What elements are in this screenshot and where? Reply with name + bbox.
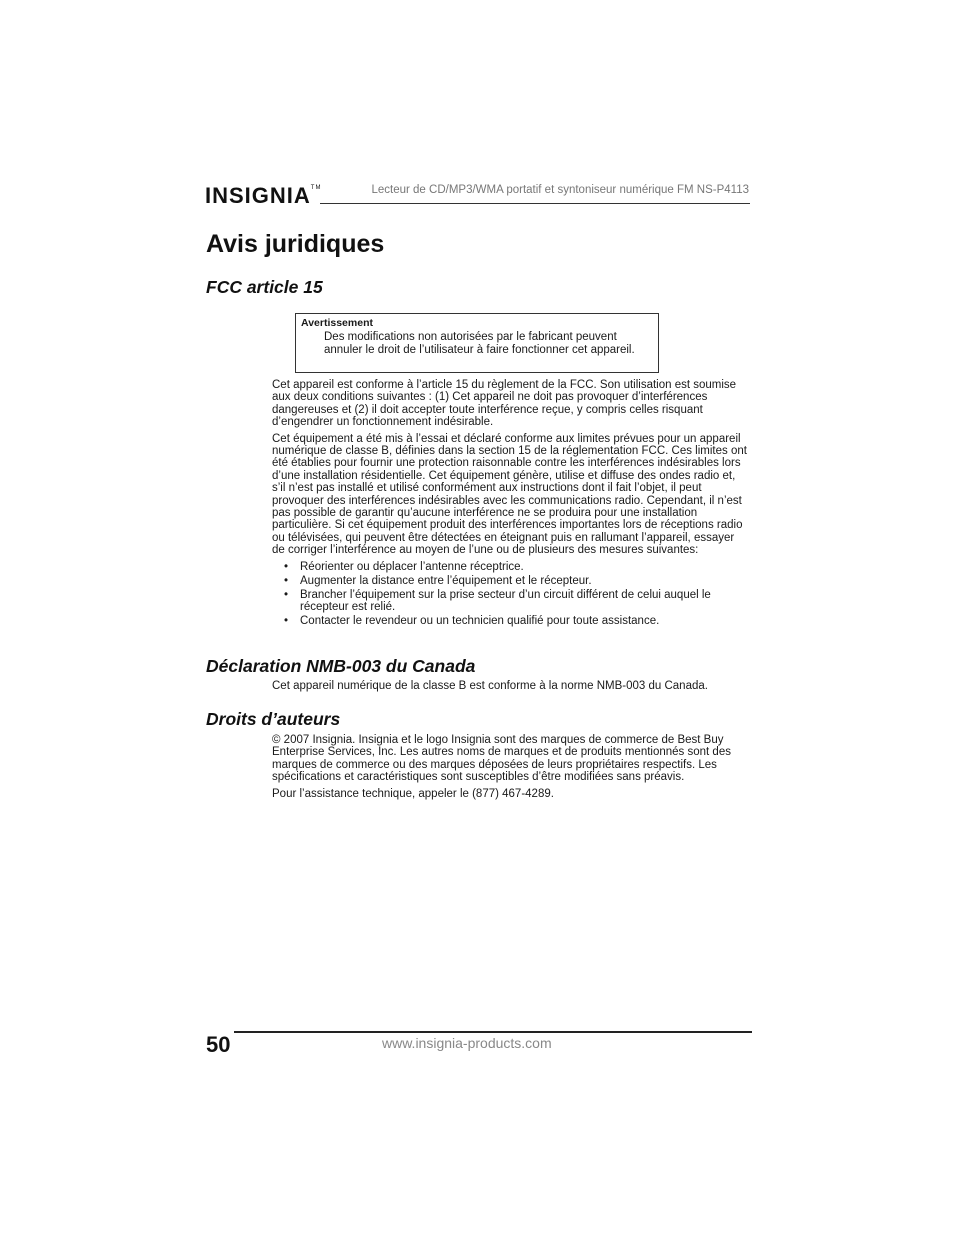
list-item-text: Contacter le revendeur ou un technicien qualifié pour toute assistance. [300,615,660,628]
copyright-body [272,734,750,804]
section-heading-canada: Déclaration NMB-003 du Canada [206,656,476,676]
bullet-icon: • [284,574,289,587]
canada-paragraph: Cet appareil numérique de la classe B est conforme à la norme NMB-003 du Canada. [272,680,708,692]
fcc-body [272,379,750,629]
fcc-measures-list [272,561,750,628]
warning-label: Avertissement [301,317,373,329]
warning-box [295,313,659,373]
logo-text: INSIGNIA [205,183,311,208]
footer-rule [234,1031,752,1033]
canada-body [272,680,750,696]
page-number: 50 [206,1032,231,1057]
bullet-icon: • [284,588,289,601]
list-item [272,589,750,614]
page-title: Avis juridiques [206,230,385,258]
list-item-text: Brancher l’équipement sur la prise secteur d’un circuit différent de celui auquel le récepteur est relié. [300,588,711,614]
bullet-icon: • [284,560,289,573]
list-item-text: Augmenter la distance entre l’équipement et le récepteur. [300,574,592,587]
footer-website-link[interactable]: www.insignia-products.com [382,1035,552,1051]
bullet-icon: • [284,615,289,628]
fcc-paragraph-2: Cet équipement a été mis à l’essai et déclaré conforme aux limites prévues pour un appareil numérique de classe B, définies dans la section 15 de la réglementation FCC. Ces limites ont été établies pour fournir une protection raisonnable contre les interférences indésirables lors d’une installation résidentielle. Cet équipement génère, utilise et diffuse des ondes radio et, s’il n’est pas installé et utilisé conformément aux instructions dont il fait l’objet, il peut provoquer des interférences indésirables avec les communications radio. Cependant, il n’est pas possible de garantir qu’aucune interférence ne se produira pour une installation particulière. Si cet équipement produit des interférences importantes lors de réceptions radio ou télévisées, qui peuvent être détectées en éteignant puis en rallumant l’appareil, essayer de corriger l’interférence au moyen de l’une ou de plusieurs des mesures suivantes: [272,432,747,557]
support-phone-paragraph: Pour l’assistance technique, appeler le (877) 467-4289. [272,787,554,800]
list-item-text: Réorienter ou déplacer l’antenne réceptrice. [300,560,524,573]
list-item [272,575,750,587]
section-heading-copyright: Droits d’auteurs [206,709,341,729]
fcc-paragraph-1: Cet appareil est conforme à l’article 15 du règlement de la FCC. Son utilisation est soumise aux deux conditions suivantes : (1) Cet appareil ne doit pas provoquer d’interférences dangereuses et (2) il doit accepter toute interférence reçue, y compris celles risquant d’engendrer un fonctionnement indésirable. [272,379,737,429]
insignia-logo [205,183,321,209]
header-rule [320,203,750,204]
list-item [272,615,750,627]
header-product-title: Lecteur de CD/MP3/WMA portatif et syntoniseur numérique FM NS-P4113 [371,184,749,196]
list-item [272,561,750,573]
warning-text: Des modifications non autorisées par le fabricant peuvent annuler le droit de l’utilisateur à faire fonctionner cet appareil. [324,331,635,356]
logo-trademark: TM [310,185,322,191]
copyright-paragraph-1: © 2007 Insignia. Insignia et le logo Insignia sont des marques de commerce de Best Buy Enterprise Services, Inc. Les autres noms de marques et de produits mentionnés sont des marques de commerce ou des marques déposées de leurs propriétaires respectifs. Les spécifications et caractéristiques sont susceptibles d’être modifiées sans préavis. [272,734,731,784]
section-heading-fcc: FCC article 15 [206,277,323,297]
